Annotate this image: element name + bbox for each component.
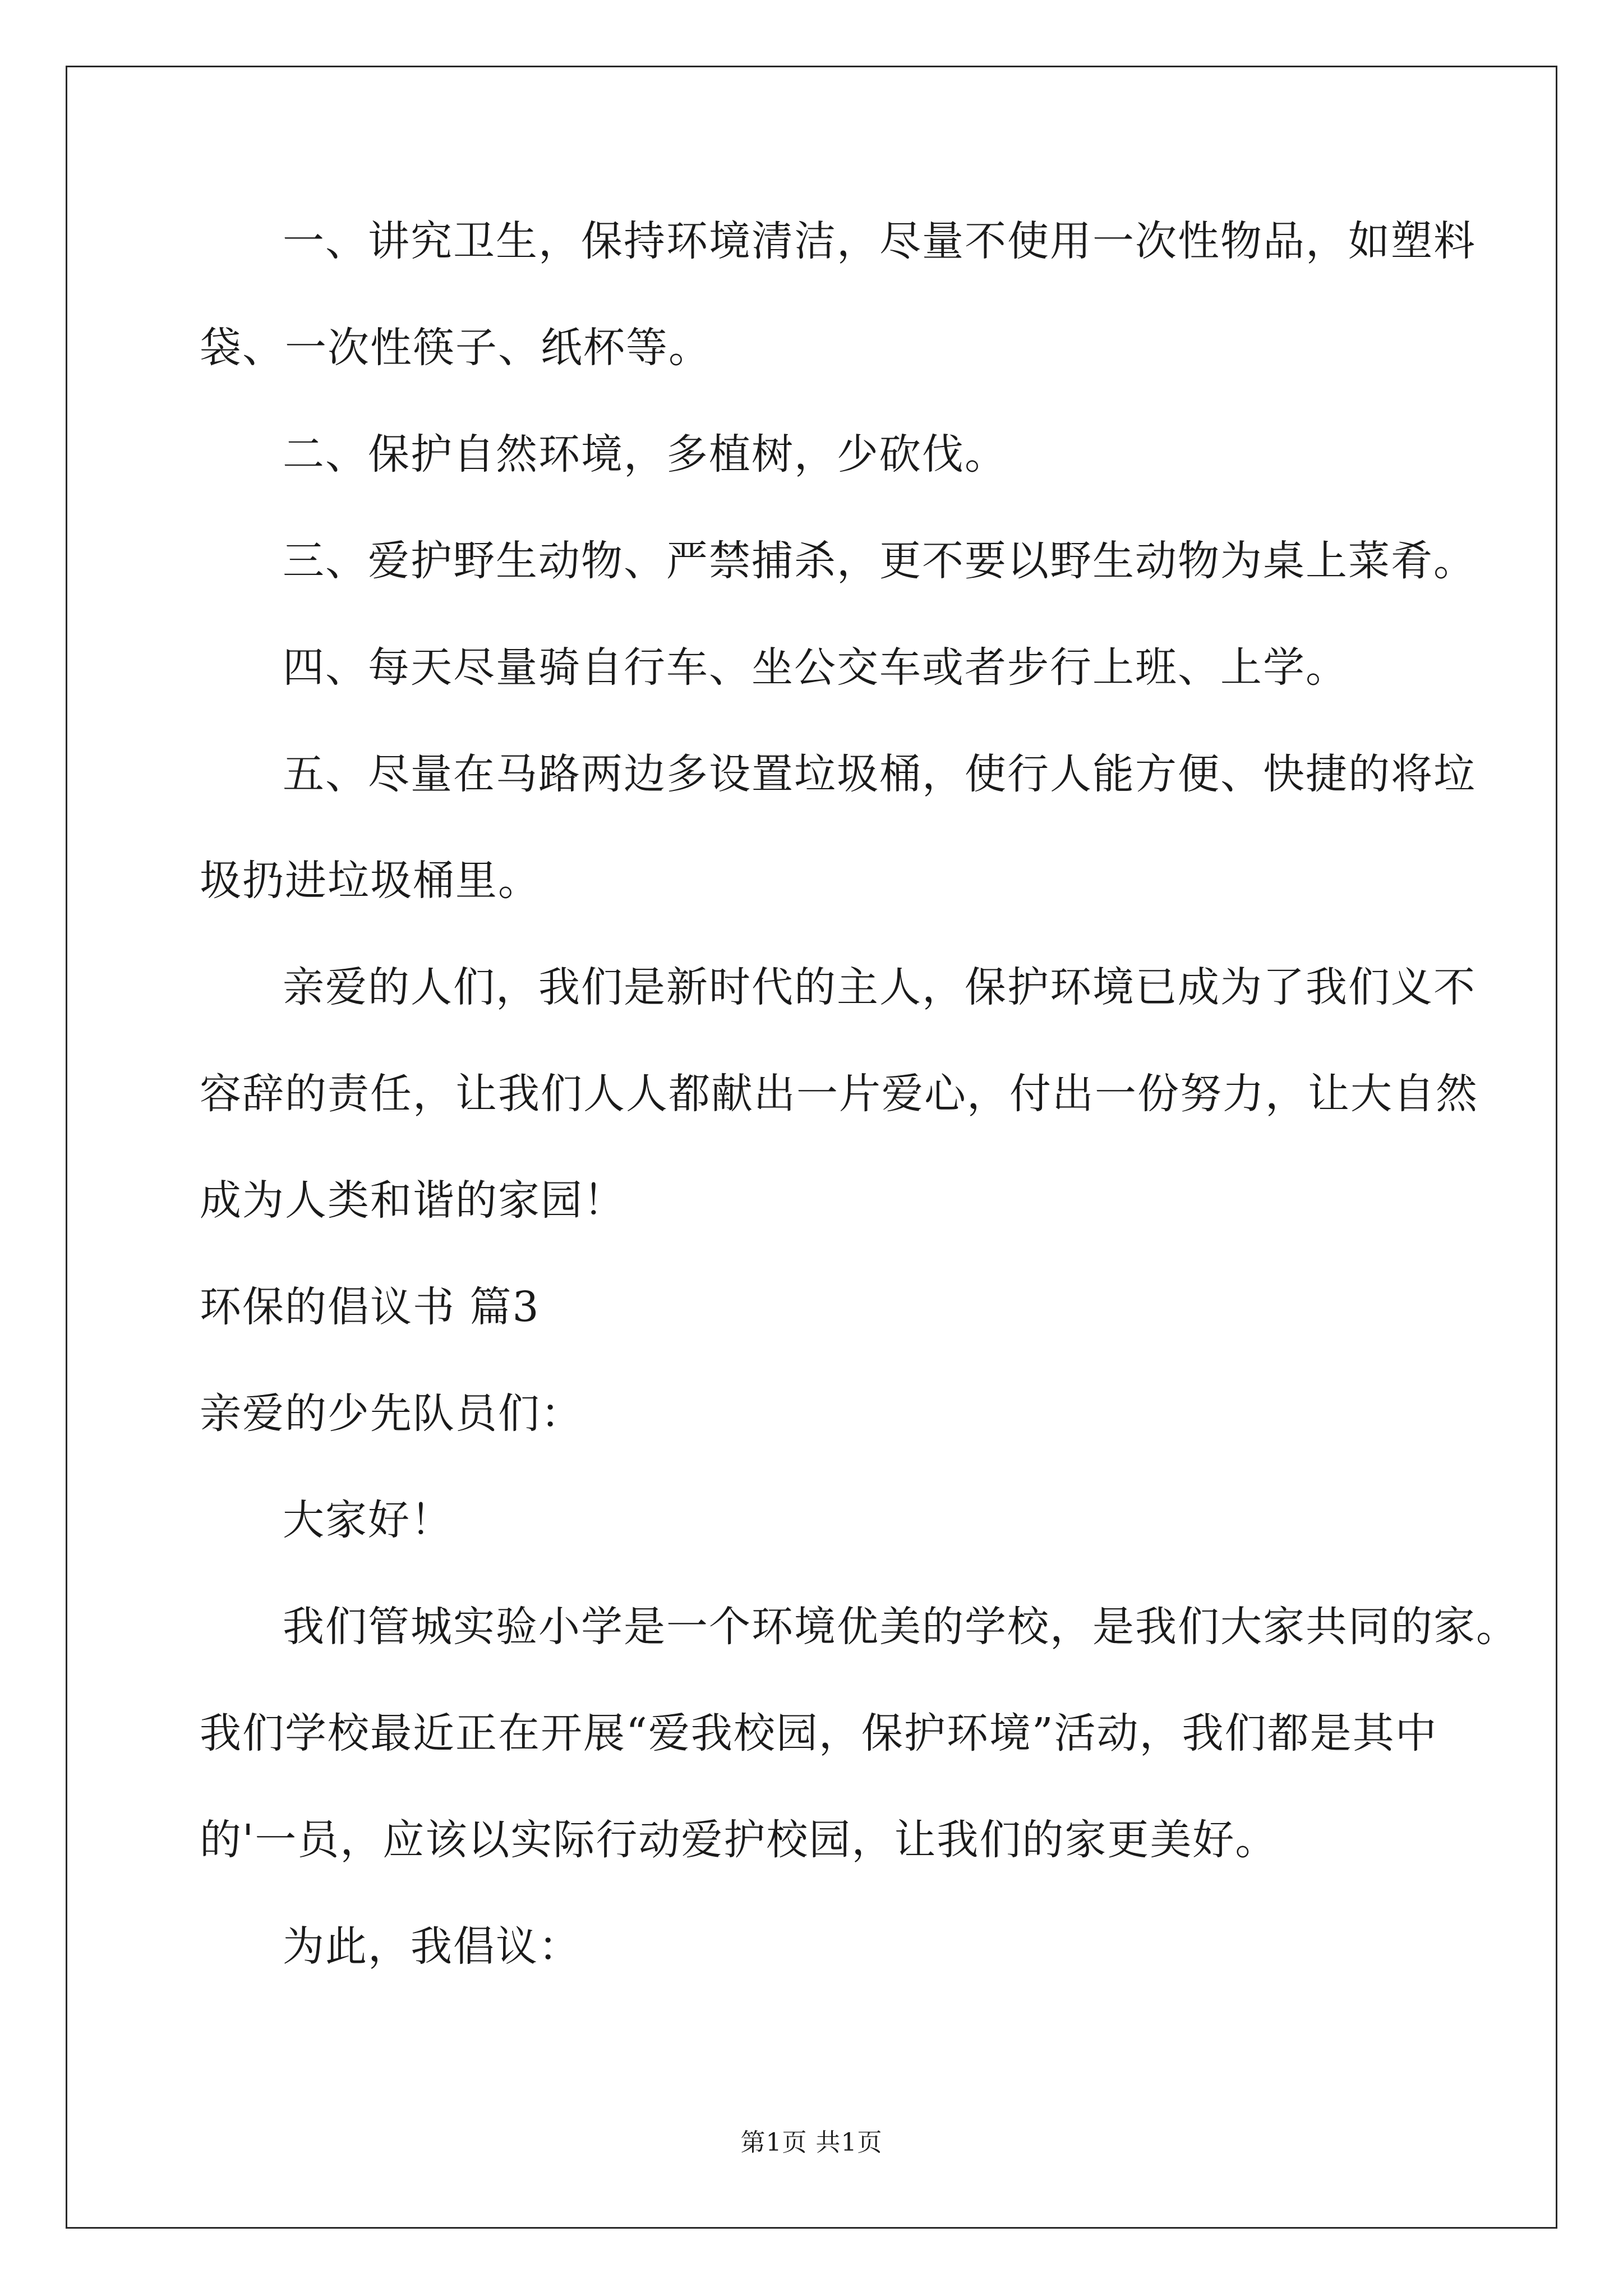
proposal-item-5-cont: 圾扔进垃圾桶里。 [200, 857, 541, 905]
page-border [66, 66, 1557, 2229]
proposal-lead: 为此，我倡议： [283, 1922, 581, 1971]
closing-paragraph: 亲爱的人们，我们是新时代的主人，保护环境已成为了我们义不 [283, 963, 1476, 1011]
closing-paragraph-cont-1: 容辞的责任，让我们人人都献出一片爱心，付出一份努力，让大自然 [200, 1070, 1478, 1118]
closing-paragraph-cont-2: 成为人类和谐的家园！ [200, 1176, 626, 1225]
proposal-item-5: 五、尽量在马路两边多设置垃圾桶，使行人能方便、快捷的将垃 [283, 750, 1476, 798]
proposal-item-4: 四、每天尽量骑自行车、坐公交车或者步行上班、上学。 [283, 643, 1348, 692]
salutation: 亲爱的少先队员们： [200, 1389, 583, 1438]
section-heading: 环保的倡议书 篇3 [200, 1283, 540, 1331]
intro-paragraph-cont-2: 的'一员，应该以实际行动爱护校园，让我们的家更美好。 [200, 1816, 1278, 1864]
proposal-item-3: 三、爱护野生动物、严禁捕杀，更不要以野生动物为桌上菜肴。 [283, 537, 1476, 585]
proposal-item-2: 二、保护自然环境，多植树，少砍伐。 [283, 430, 1007, 478]
page-footer: 第1页 共1页 [740, 2128, 883, 2157]
intro-paragraph-cont-1: 我们学校最近正在开展“爱我校园，保护环境”活动，我们都是其中 [200, 1709, 1438, 1757]
proposal-item-1-cont: 袋、一次性筷子、纸杯等。 [200, 324, 711, 372]
proposal-item-1: 一、讲究卫生，保持环境清洁，尽量不使用一次性物品，如塑料 [283, 217, 1476, 265]
intro-paragraph: 我们管城实验小学是一个环境优美的学校，是我们大家共同的家。 [283, 1603, 1519, 1651]
greeting: 大家好！ [283, 1496, 453, 1544]
